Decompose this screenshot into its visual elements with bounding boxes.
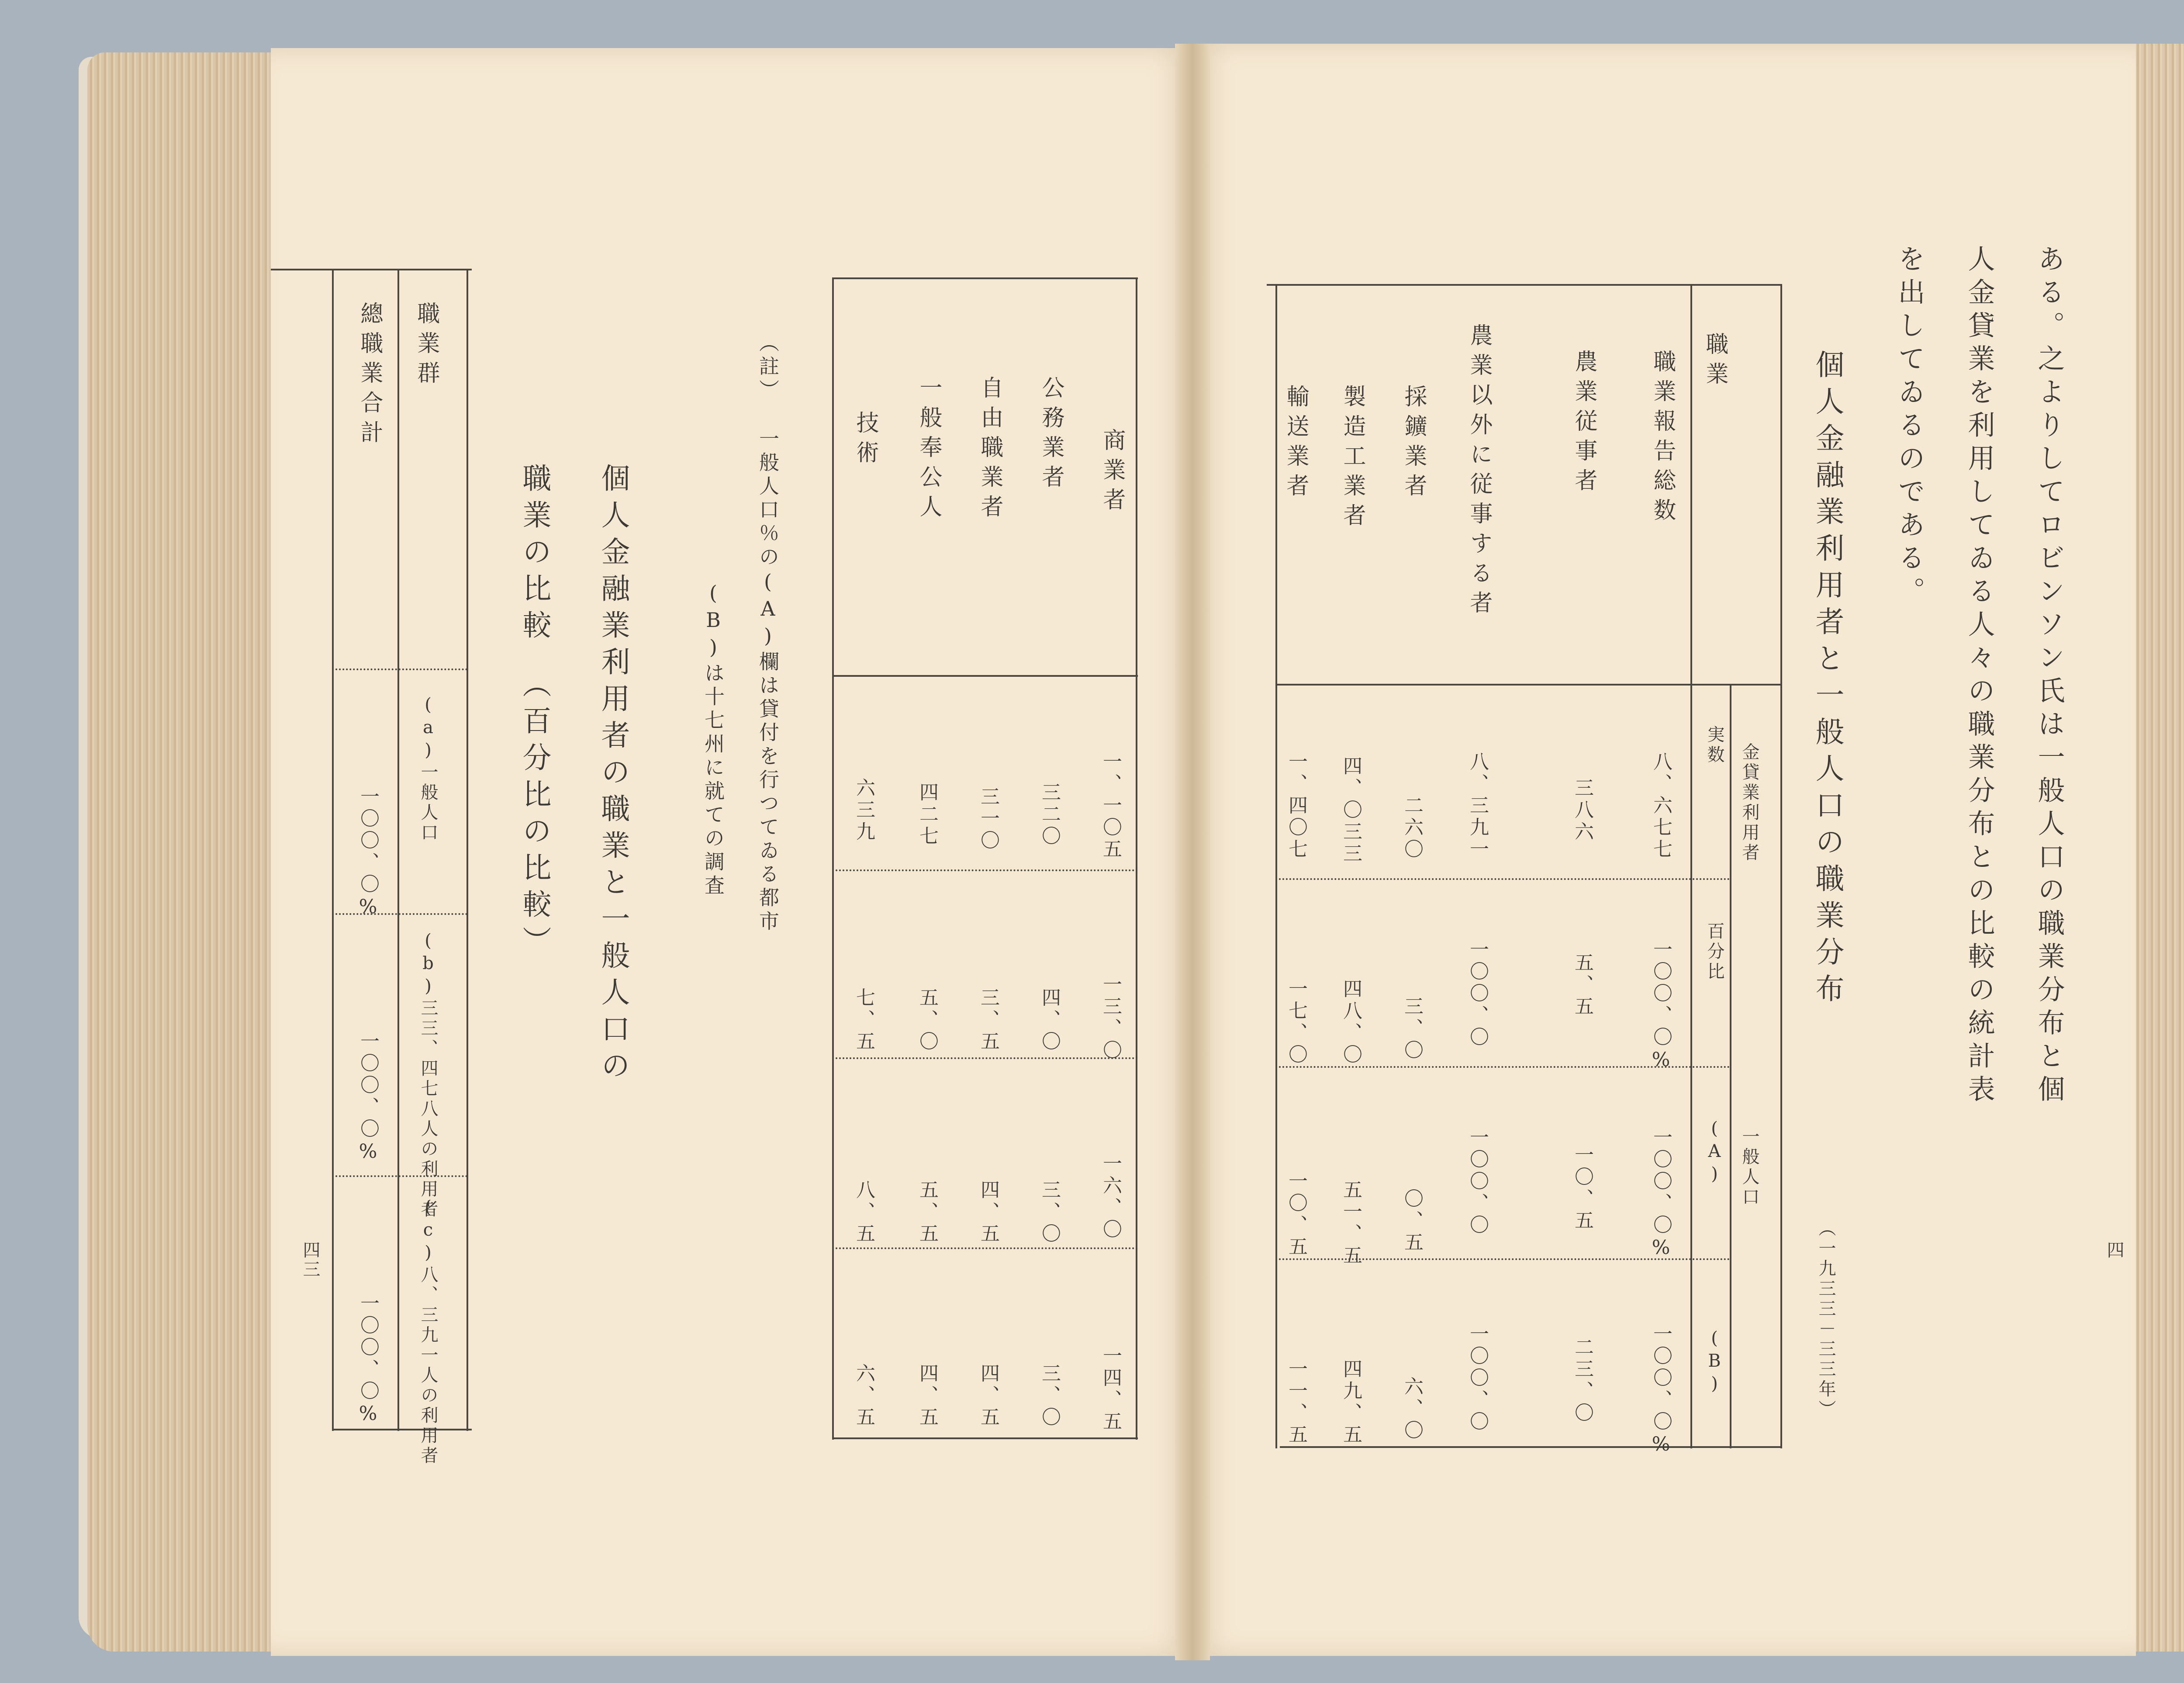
row-label-commerce: 商業者	[1099, 428, 1125, 517]
row-label-domestic: 一般奉公人	[916, 376, 942, 524]
table2-val-b: 一〇〇、〇%	[357, 1031, 379, 1165]
row-percent-professional: 三、五	[977, 987, 999, 1053]
row-b-professional: 四、五	[977, 1363, 999, 1429]
table1-header-divider	[1690, 284, 1692, 1448]
row-percent-mining: 三、〇	[1401, 996, 1423, 1062]
table1-cont-divider-1	[832, 869, 1138, 871]
page-number-right: 四	[2104, 1241, 2124, 1260]
table2-row-label: 總職業合計	[356, 301, 383, 450]
page-edges-left	[87, 52, 271, 1652]
row-a-transport: 一〇、五	[1285, 1171, 1307, 1258]
row-percent-technical: 七、五	[853, 987, 875, 1053]
row-label-manufacturing: 製造工業者	[1339, 384, 1365, 533]
row-label-professional: 自由職業者	[977, 376, 1003, 524]
body-text-line-2: 人金貸業を利用してゐる人々の職業分布との比較の統計表	[1963, 245, 1995, 1108]
body-text-line-3: を出してゐるのである。	[1894, 245, 1925, 610]
row-percent-total: 一〇〇、〇%	[1650, 939, 1672, 1074]
table1-subheader-divider	[1730, 684, 1731, 1448]
page-number-left: 四三	[300, 1241, 320, 1279]
table1-cont-right-rule	[1136, 277, 1137, 1440]
table2-left-rule	[332, 269, 334, 1431]
table1-left-rule	[1275, 284, 1277, 1448]
row-a-non-agri: 一〇〇、〇	[1466, 1127, 1489, 1236]
table2-bottom-rule	[332, 1429, 472, 1430]
row-b-public-service: 三、〇	[1038, 1363, 1061, 1429]
row-count-total: 八、六七七	[1650, 751, 1672, 861]
row-count-commerce: 一、一〇五	[1099, 751, 1122, 861]
row-a-public-service: 三、〇	[1038, 1180, 1061, 1245]
row-percent-manufacturing: 四八、〇	[1340, 979, 1362, 1066]
row-b-total: 一〇〇、〇%	[1650, 1324, 1672, 1458]
table2-header-a: (a)一般人口	[418, 695, 438, 843]
row-count-professional: 三一〇	[977, 786, 999, 852]
row-label-non-agri: 農業以外に従事する者	[1466, 323, 1492, 620]
table1-top-rule	[1267, 284, 1782, 286]
body-text-line-1: ある。之よりしてロビンソン氏は一般人口の職業分布と個	[2033, 245, 2065, 1108]
table2-right-rule	[467, 269, 468, 1431]
note-line-1: 一般人口％の(A)欄は貸付を行つてゐる都市	[756, 428, 780, 934]
row-b-mining: 六、〇	[1401, 1376, 1423, 1442]
table2-subtitle: 職業の比較 （百分比の比較）	[518, 463, 551, 963]
table1-right-rule	[1780, 284, 1782, 1448]
row-a-total: 一〇〇、〇%	[1650, 1127, 1672, 1261]
row-a-professional: 四、五	[977, 1180, 999, 1245]
table1-cont-divider-3	[832, 1247, 1138, 1249]
table1-cont-divider-2	[832, 1057, 1138, 1059]
row-label-transport: 輸送業者	[1282, 384, 1309, 503]
row-label-total: 職業報告総数	[1649, 350, 1676, 528]
row-b-non-agri: 一〇〇、〇	[1466, 1324, 1489, 1433]
row-label-agriculture: 農業従事者	[1571, 350, 1597, 498]
row-count-manufacturing: 四、〇三三	[1340, 756, 1362, 865]
row-percent-agriculture: 五、五	[1571, 952, 1593, 1018]
book-gutter	[1175, 44, 1210, 1660]
table1-bottom-rule	[1280, 1446, 1782, 1448]
table2-header-bottom	[332, 668, 467, 670]
row-b-technical: 六、五	[853, 1363, 875, 1429]
table-title: 個人金融業利用者と一般人口の職業分布	[1811, 350, 1844, 1010]
row-percent-commerce: 一三、〇	[1099, 974, 1122, 1062]
row-percent-non-agri: 一〇〇、〇	[1466, 939, 1489, 1049]
header-b: (B)	[1704, 1328, 1724, 1396]
row-b-commerce: 一四、五	[1099, 1346, 1122, 1433]
header-count: 実数	[1704, 725, 1724, 765]
table1-col-divider-1	[1275, 878, 1730, 880]
row-count-transport: 一、四〇七	[1285, 751, 1307, 861]
row-count-non-agri: 八、三九一	[1466, 751, 1489, 861]
table2-header-group: 職業群	[413, 301, 439, 391]
header-occupation: 職業	[1702, 332, 1728, 391]
row-count-agriculture: 三八六	[1571, 778, 1593, 843]
note-prefix: （註）	[756, 332, 780, 403]
row-count-public-service: 三二〇	[1038, 782, 1061, 848]
header-general: 一般人口	[1739, 1127, 1759, 1208]
row-percent-domestic: 五、〇	[916, 987, 938, 1053]
row-b-manufacturing: 四九、五	[1340, 1359, 1362, 1446]
table2-val-a: 一〇〇、〇%	[357, 786, 379, 921]
table2-header-b: (b)三三、四七八人の利用者	[418, 931, 438, 1220]
table2-divider-2	[332, 1175, 467, 1177]
note-line-2: (B)は十七州に就ての調査	[702, 581, 725, 898]
row-label-public-service: 公務業者	[1038, 376, 1064, 495]
row-b-domestic: 四、五	[916, 1363, 938, 1429]
table1-cont-header-bottom	[832, 675, 1138, 677]
table1-header-bottom	[1275, 684, 1782, 686]
table1-cont-top-rule	[832, 277, 1138, 279]
table1-cont-left-rule	[832, 277, 834, 1440]
row-b-transport: 一一、五	[1285, 1359, 1307, 1446]
header-percent: 百分比	[1704, 922, 1724, 982]
row-a-commerce: 一六、〇	[1099, 1153, 1122, 1241]
header-a: (A)	[1704, 1119, 1724, 1187]
row-percent-transport: 一七、〇	[1285, 979, 1307, 1066]
row-count-domestic: 四二七	[916, 782, 938, 848]
table2-val-c: 一〇〇、〇%	[357, 1293, 379, 1427]
row-count-mining: 二六〇	[1401, 795, 1423, 861]
table2-title: 個人金融業利用者の職業と一般人口の	[596, 463, 630, 1087]
row-a-manufacturing: 五一、五	[1340, 1180, 1362, 1267]
row-label-mining: 採鑛業者	[1400, 384, 1427, 503]
row-percent-public-service: 四、〇	[1038, 987, 1061, 1053]
table2-divider-1	[332, 913, 467, 915]
row-label-technical: 技術	[852, 411, 878, 470]
header-users: 金貸業利用者	[1739, 743, 1759, 863]
row-a-mining: 〇、五	[1401, 1188, 1423, 1254]
table1-cont-bottom-rule	[832, 1437, 1138, 1439]
row-a-domestic: 五、五	[916, 1180, 938, 1245]
table2-top-rule	[271, 269, 472, 270]
table2-inner-rule	[397, 269, 399, 1431]
table2-header-c: (c)八、三九一人の利用者	[418, 1197, 438, 1466]
row-a-technical: 八、五	[853, 1180, 875, 1245]
row-a-agriculture: 一〇、五	[1571, 1145, 1593, 1232]
table-title-years: （一九三三－三三年）	[1816, 1219, 1836, 1420]
row-b-agriculture: 二三、〇	[1571, 1337, 1593, 1424]
row-count-technical: 六三九	[853, 778, 875, 843]
